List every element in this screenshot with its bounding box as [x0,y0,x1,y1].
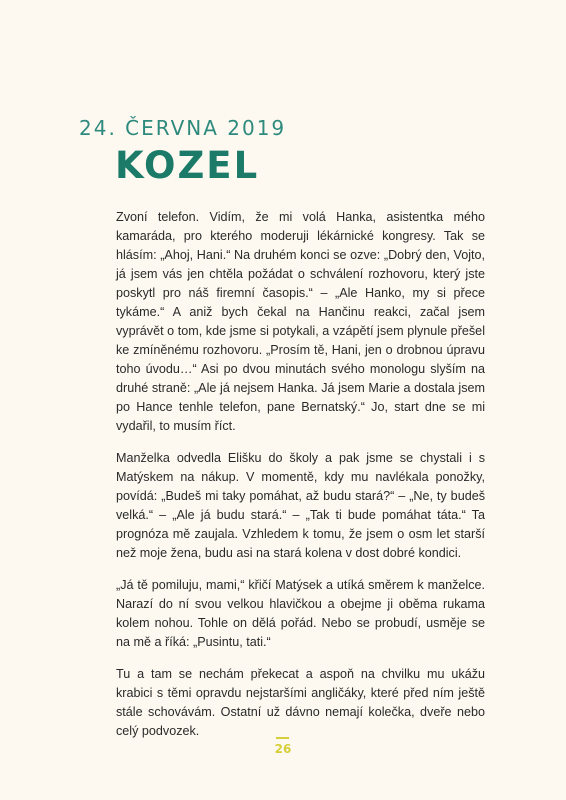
chapter-date: 24. ČERVNA 2019 [79,116,287,140]
page-number-rule [276,737,289,739]
paragraph: Zvoní telefon. Vidím, že mi volá Hanka, asistentka mého kamaráda, pro kterého moderuji lékárnické kongresy. Tak se hlásím: „Ahoj, Hani.“ Na druhém konci se ozve: „Dobrý den, Vojto, já jsem vás jen chtěla požádat o schválení rozhovoru, který jste poskytl pro náš firemní časopis.“ – „Ale Hanko, my si přece tykáme.“ A aniž bych čekal na Hančinu reakci, začal jsem vyprávět o tom, kde jsme si potykali, a vzápětí jsem plynule přešel ke zmíněnému rozhovoru. „Prosím tě, Hani, jen o drobnou úpravu toho úvodu…“ Asi po dvou minutách svého monologu slyším na druhé straně: „Ale já nejsem Hanka. Já jsem Marie a dostala jsem po Hance tenhle telefon, pane Bernatský.“ Jo, start dne se mi vydařil, to musím říct. [116,210,485,433]
chapter-body [116,208,485,754]
paragraph: „Já tě pomiluju, mami,“ křičí Matýsek a utíká směrem k manželce. Narazí do ní svou velkou hlavičkou a obejme ji oběma rukama kolem nohou. Tohle on dělá pořád. Nebo se probudí, usměje se na mě a říká: „Pusintu, tati.“ [116,578,485,649]
paragraph: Manželka odvedla Elišku do školy a pak jsme se chystali i s Matýskem na nákup. V momentě, kdy mu navlékala ponožky, povídá: „Budeš mi taky pomáhat, až budu stará?“ – „Ne, ty budeš velká.“ – „Ale já budu stará.“ – „Tak ti bude pomáhat táta.“ Ta prognóza mě zaujala. Vzhledem k tomu, že jsem o osm let starší než moje žena, budu asi na stará kolena v dost dobré kondici. [116,451,485,560]
chapter-title: KOZEL [115,144,260,187]
paragraph: Tu a tam se nechám překecat a aspoň na chvilku mu ukážu krabici s těmi opravdu nejstaršími angličáky, které před ním ještě stále schovávám. Ostatní už dávno nemají kolečka, dveře nebo celý podvozek. [116,667,485,738]
page-number: 26 [274,742,292,756]
